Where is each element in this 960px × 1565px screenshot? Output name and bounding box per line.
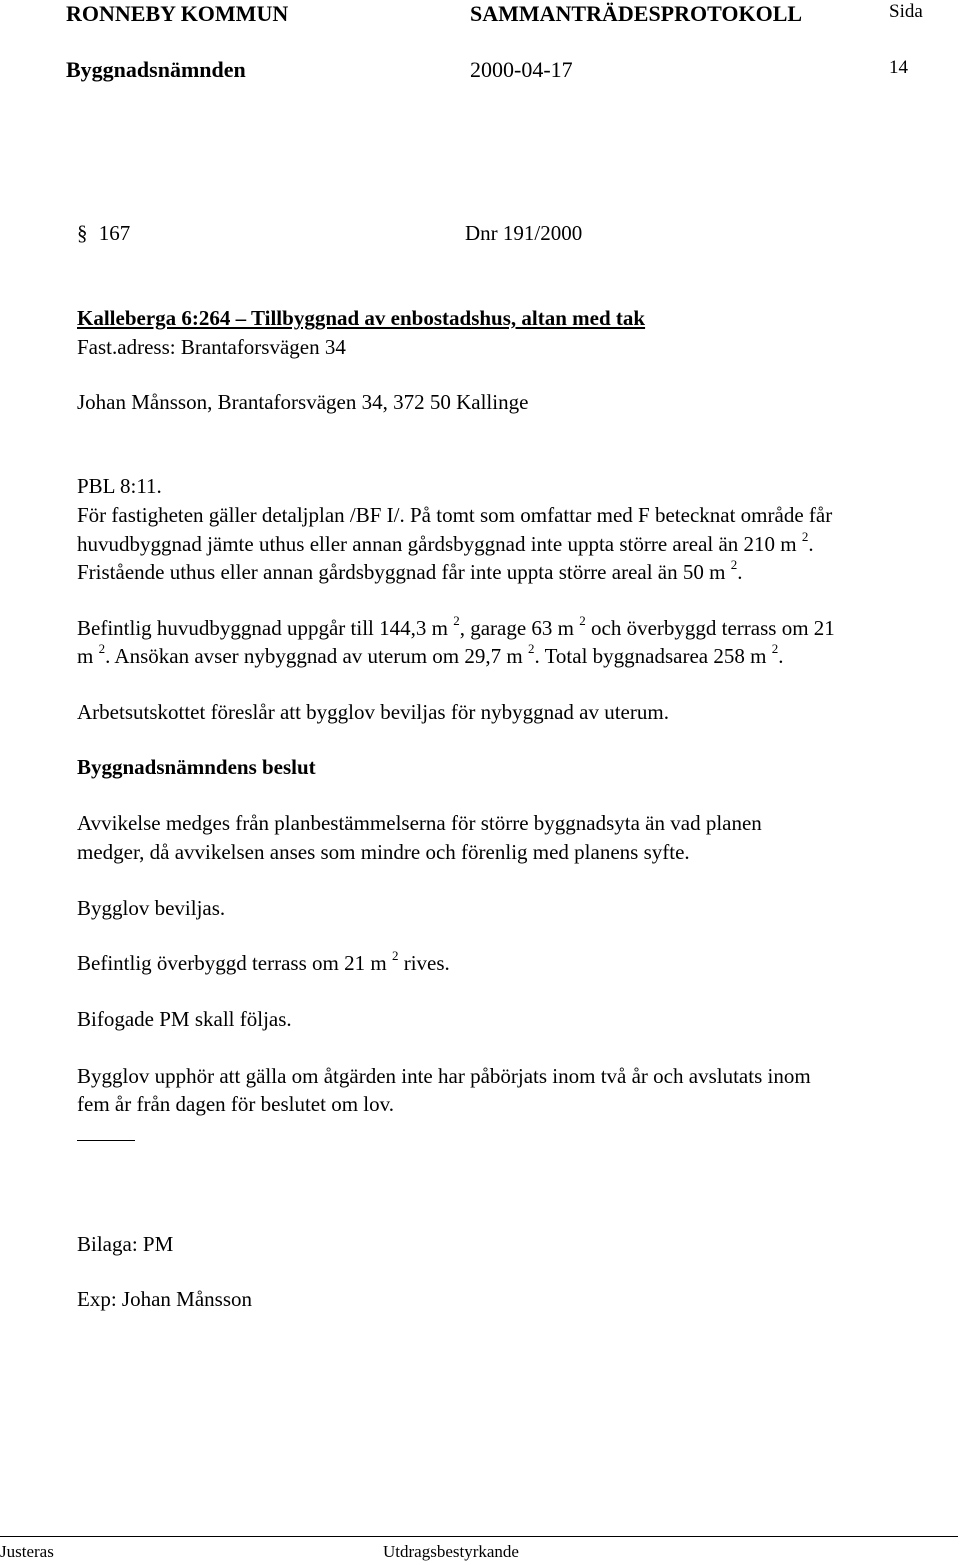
superscript: 2	[730, 557, 738, 572]
footer-utdragsbestyrkande: Utdragsbestyrkande	[383, 1542, 519, 1561]
dispatch-line: Exp: Johan Månsson	[77, 1287, 252, 1311]
permit-granted: Bygglov beviljas.	[77, 896, 226, 920]
pm-instruction: Bifogade PM skall följas.	[77, 1007, 292, 1031]
superscript: 2	[453, 613, 460, 628]
committee-proposal: Arbetsutskottet föreslår att bygglov beviljas för nybyggnad av uterum.	[77, 700, 669, 724]
existing-line-1: Befintlig huvudbyggnad uppgår till 144,3 m $^2$, garage 63 m $^2$ och överbyggd terrass om 21	[77, 613, 835, 640]
superscript: 2	[801, 529, 809, 544]
superscript: 2	[771, 641, 779, 656]
meeting-date: 2000-04-17	[470, 57, 573, 82]
superscript: 2	[98, 641, 106, 656]
decision-heading: Byggnadsnämndens beslut	[77, 755, 316, 779]
deviation-line-1: Avvikelse medges från planbestämmelserna för större byggnadsyta än vad planen	[77, 811, 762, 835]
property-address: Fast.adress: Brantaforsvägen 34	[77, 335, 346, 359]
superscript: 2	[527, 641, 535, 656]
separator-rule	[77, 1140, 135, 1141]
page-label: Sida	[889, 1, 923, 22]
municipality-name: RONNEBY KOMMUN	[66, 1, 289, 26]
superscript: 2	[391, 948, 399, 963]
demolish-terrace: Befintlig överbyggd terrass om 21 m $^2$ rives.	[77, 948, 450, 975]
committee-name: Byggnadsnämnden	[66, 57, 246, 82]
section-number: 167	[98, 221, 131, 245]
existing-line-2: m $^2$. Ansökan avser nybyggnad av uterum om 29,7 m $^2$. Total byggnadsarea 258 m $^2$.	[77, 641, 784, 668]
attachment-line: Bilaga: PM	[77, 1232, 174, 1256]
diary-number: Dnr 191/2000	[465, 221, 583, 245]
expiry-line-1: Bygglov upphör att gälla om åtgärden inte har påbörjats inom två år och avslutats inom	[77, 1064, 811, 1088]
document-type: SAMMANTRÄDESPROTOKOLL	[470, 1, 803, 26]
footer-rule	[0, 1536, 958, 1537]
page-number: 14	[889, 57, 908, 78]
footer-justeras: Justeras	[0, 1542, 54, 1561]
section-line	[77, 219, 130, 248]
plan-text-line-1: För fastigheten gäller detaljplan /BF I/. På tomt som omfattar med F betecknat område får	[77, 503, 833, 527]
expiry-line-2: fem år från dagen för beslutet om lov.	[77, 1092, 395, 1116]
subject-title: Kalleberga 6:264 – Tillbyggnad av enbostadshus, altan med tak	[77, 306, 646, 330]
deviation-line-2: medger, då avvikelsen anses som mindre och förenlig med planens syfte.	[77, 840, 690, 864]
plan-text-line-3: Fristående uthus eller annan gårdsbyggnad får inte uppta större areal än 50 m $^2$.	[77, 557, 743, 584]
superscript: 2	[579, 613, 586, 628]
section-symbol: §	[77, 221, 88, 245]
plan-text-line-2: huvudbyggnad jämte uthus eller annan gårdsbyggnad inte uppta större areal än 210 m $^2$.	[77, 529, 814, 556]
law-reference: PBL 8:11.	[77, 474, 162, 498]
applicant: Johan Månsson, Brantaforsvägen 34, 372 50 Kallinge	[77, 390, 529, 414]
